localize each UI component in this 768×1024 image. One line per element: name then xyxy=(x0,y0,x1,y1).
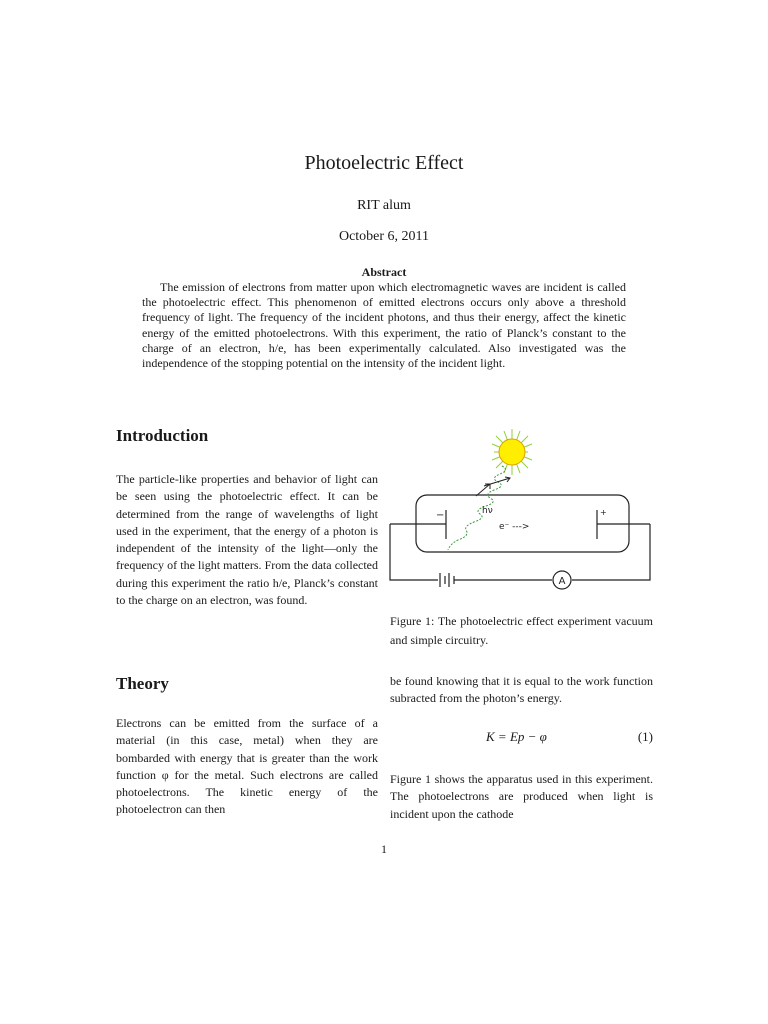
page-number: 1 xyxy=(381,842,387,856)
theory-right-text-top: be found knowing that it is equal to the work function subracted from the photon’s energy. xyxy=(390,674,653,706)
abstract-heading: Abstract xyxy=(361,265,407,279)
equation-1 xyxy=(390,729,653,747)
introduction-heading: Introduction xyxy=(116,426,209,445)
photon-wave xyxy=(448,466,506,550)
anode-sign: + xyxy=(600,508,607,517)
theory-left-text: Electrons can be emitted from the surface of a material (in this case, metal) when they are bombarded with energy that is greater than the work function φ for the metal. Such electrons are called photoelectrons. The kinetic energy of the photoelectron can then xyxy=(116,716,378,817)
theory-right-text-bottom: Figure 1 shows the apparatus used in this experiment. The photoelectrons are produced when light is incident upon the cathode xyxy=(390,772,653,821)
abstract-text: The emission of electrons from matter upon which electromagnetic waves are incident is called the photoelectric effect. This phenomenon of emitted electrons occurs only above a threshold frequency of light. The frequency of the incident photons, and thus their energy, affect the kinetic energy of the emitted photoelectrons. With this experiment, the ratio of Planck’s constant to the charge of an electron, h/e, has been experimentally calculated. Also investigated was the independence of the stopping potential on the intensity of the incident light. xyxy=(142,280,626,371)
cathode-sign: − xyxy=(436,510,445,521)
paper-title: Photoelectric Effect xyxy=(304,152,464,174)
ammeter-label: A xyxy=(558,576,566,587)
photon-arrows xyxy=(476,477,510,496)
introduction-text: The particle-like properties and behavior of light can be seen using the photoelectric effect. It can be determined from the range of wavelengths of light used in the experiment, that the energy of a photon is independent of the intensity of the light—only the frequency of the light matters. From the data collected during this experiment the ratio h/e, Planck’s constant to the charge on an electron, was found. xyxy=(116,472,378,608)
equation-text: K = Ep − φ xyxy=(486,729,547,744)
paper-author: RIT alum xyxy=(357,198,411,213)
sun-icon xyxy=(499,439,525,465)
theory-heading: Theory xyxy=(116,674,169,693)
figure-caption: Figure 1: The photoelectric effect experiment vacuum and simple circuitry. xyxy=(390,614,653,647)
battery-icon xyxy=(440,573,454,587)
paper-date: October 6, 2011 xyxy=(338,229,430,244)
electron-label: e⁻ ---> xyxy=(499,522,530,532)
equation-number: (1) xyxy=(637,729,653,744)
photon-label: hν xyxy=(482,506,493,516)
photoelectric-apparatus-figure xyxy=(386,426,654,596)
